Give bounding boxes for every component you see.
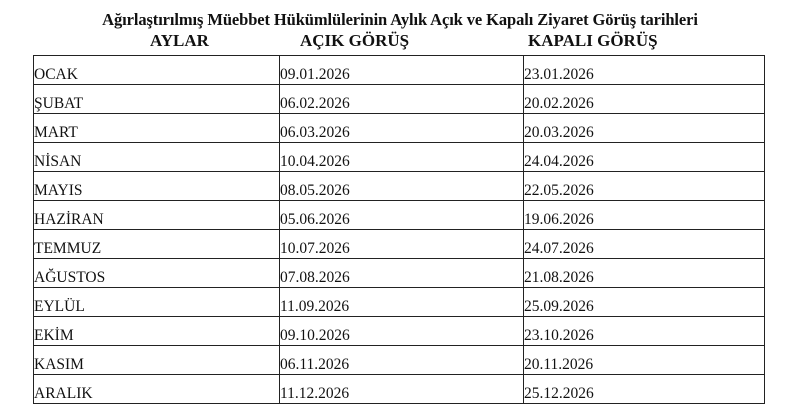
- closed-visit-date-cell: 22.05.2026: [524, 172, 765, 201]
- closed-visit-column-header: KAPALI GÖRÜŞ: [528, 31, 658, 50]
- open-visit-date-cell: 06.02.2026: [280, 85, 524, 114]
- table-row: [34, 114, 765, 143]
- month-cell: EYLÜL: [34, 288, 280, 317]
- closed-visit-date-cell: 23.01.2026: [524, 56, 765, 85]
- open-visit-date-cell: 11.12.2026: [280, 375, 524, 404]
- closed-visit-date-cell: 20.03.2026: [524, 114, 765, 143]
- closed-visit-date-cell: 19.06.2026: [524, 201, 765, 230]
- table-row: [34, 230, 765, 259]
- open-visit-date-cell: 06.03.2026: [280, 114, 524, 143]
- closed-visit-date-cell: 20.02.2026: [524, 85, 765, 114]
- table-row: [34, 346, 765, 375]
- document-title: Ağırlaştırılmış Müebbet Hükümlülerinin Aylık Açık ve Kapalı Ziyaret Görüş tarihleri: [102, 10, 698, 29]
- open-visit-date-cell: 09.10.2026: [280, 317, 524, 346]
- month-cell: MAYIS: [34, 172, 280, 201]
- open-visit-date-cell: 10.04.2026: [280, 143, 524, 172]
- closed-visit-date-cell: 21.08.2026: [524, 259, 765, 288]
- table-row: [34, 56, 765, 85]
- table-row: [34, 201, 765, 230]
- open-visit-date-cell: 05.06.2026: [280, 201, 524, 230]
- closed-visit-date-cell: 25.12.2026: [524, 375, 765, 404]
- month-cell: OCAK: [34, 56, 280, 85]
- table-row: [34, 172, 765, 201]
- month-cell: HAZİRAN: [34, 201, 280, 230]
- month-cell: AĞUSTOS: [34, 259, 280, 288]
- closed-visit-date-cell: 24.04.2026: [524, 143, 765, 172]
- open-visit-date-cell: 07.08.2026: [280, 259, 524, 288]
- month-cell: MART: [34, 114, 280, 143]
- visit-schedule-table: [33, 55, 765, 404]
- open-visit-date-cell: 10.07.2026: [280, 230, 524, 259]
- table-row: [34, 317, 765, 346]
- table-row: [34, 259, 765, 288]
- table-row: [34, 143, 765, 172]
- table-row: [34, 375, 765, 404]
- open-visit-date-cell: 06.11.2026: [280, 346, 524, 375]
- month-cell: EKİM: [34, 317, 280, 346]
- months-column-header: AYLAR: [150, 31, 209, 50]
- closed-visit-date-cell: 24.07.2026: [524, 230, 765, 259]
- table-row: [34, 85, 765, 114]
- month-cell: NİSAN: [34, 143, 280, 172]
- open-visit-date-cell: 08.05.2026: [280, 172, 524, 201]
- open-visit-column-header: AÇIK GÖRÜŞ: [300, 31, 410, 50]
- open-visit-date-cell: 09.01.2026: [280, 56, 524, 85]
- closed-visit-date-cell: 20.11.2026: [524, 346, 765, 375]
- table-row: [34, 288, 765, 317]
- month-cell: ARALIK: [34, 375, 280, 404]
- closed-visit-date-cell: 25.09.2026: [524, 288, 765, 317]
- month-cell: ŞUBAT: [34, 85, 280, 114]
- closed-visit-date-cell: 23.10.2026: [524, 317, 765, 346]
- month-cell: KASIM: [34, 346, 280, 375]
- month-cell: TEMMUZ: [34, 230, 280, 259]
- open-visit-date-cell: 11.09.2026: [280, 288, 524, 317]
